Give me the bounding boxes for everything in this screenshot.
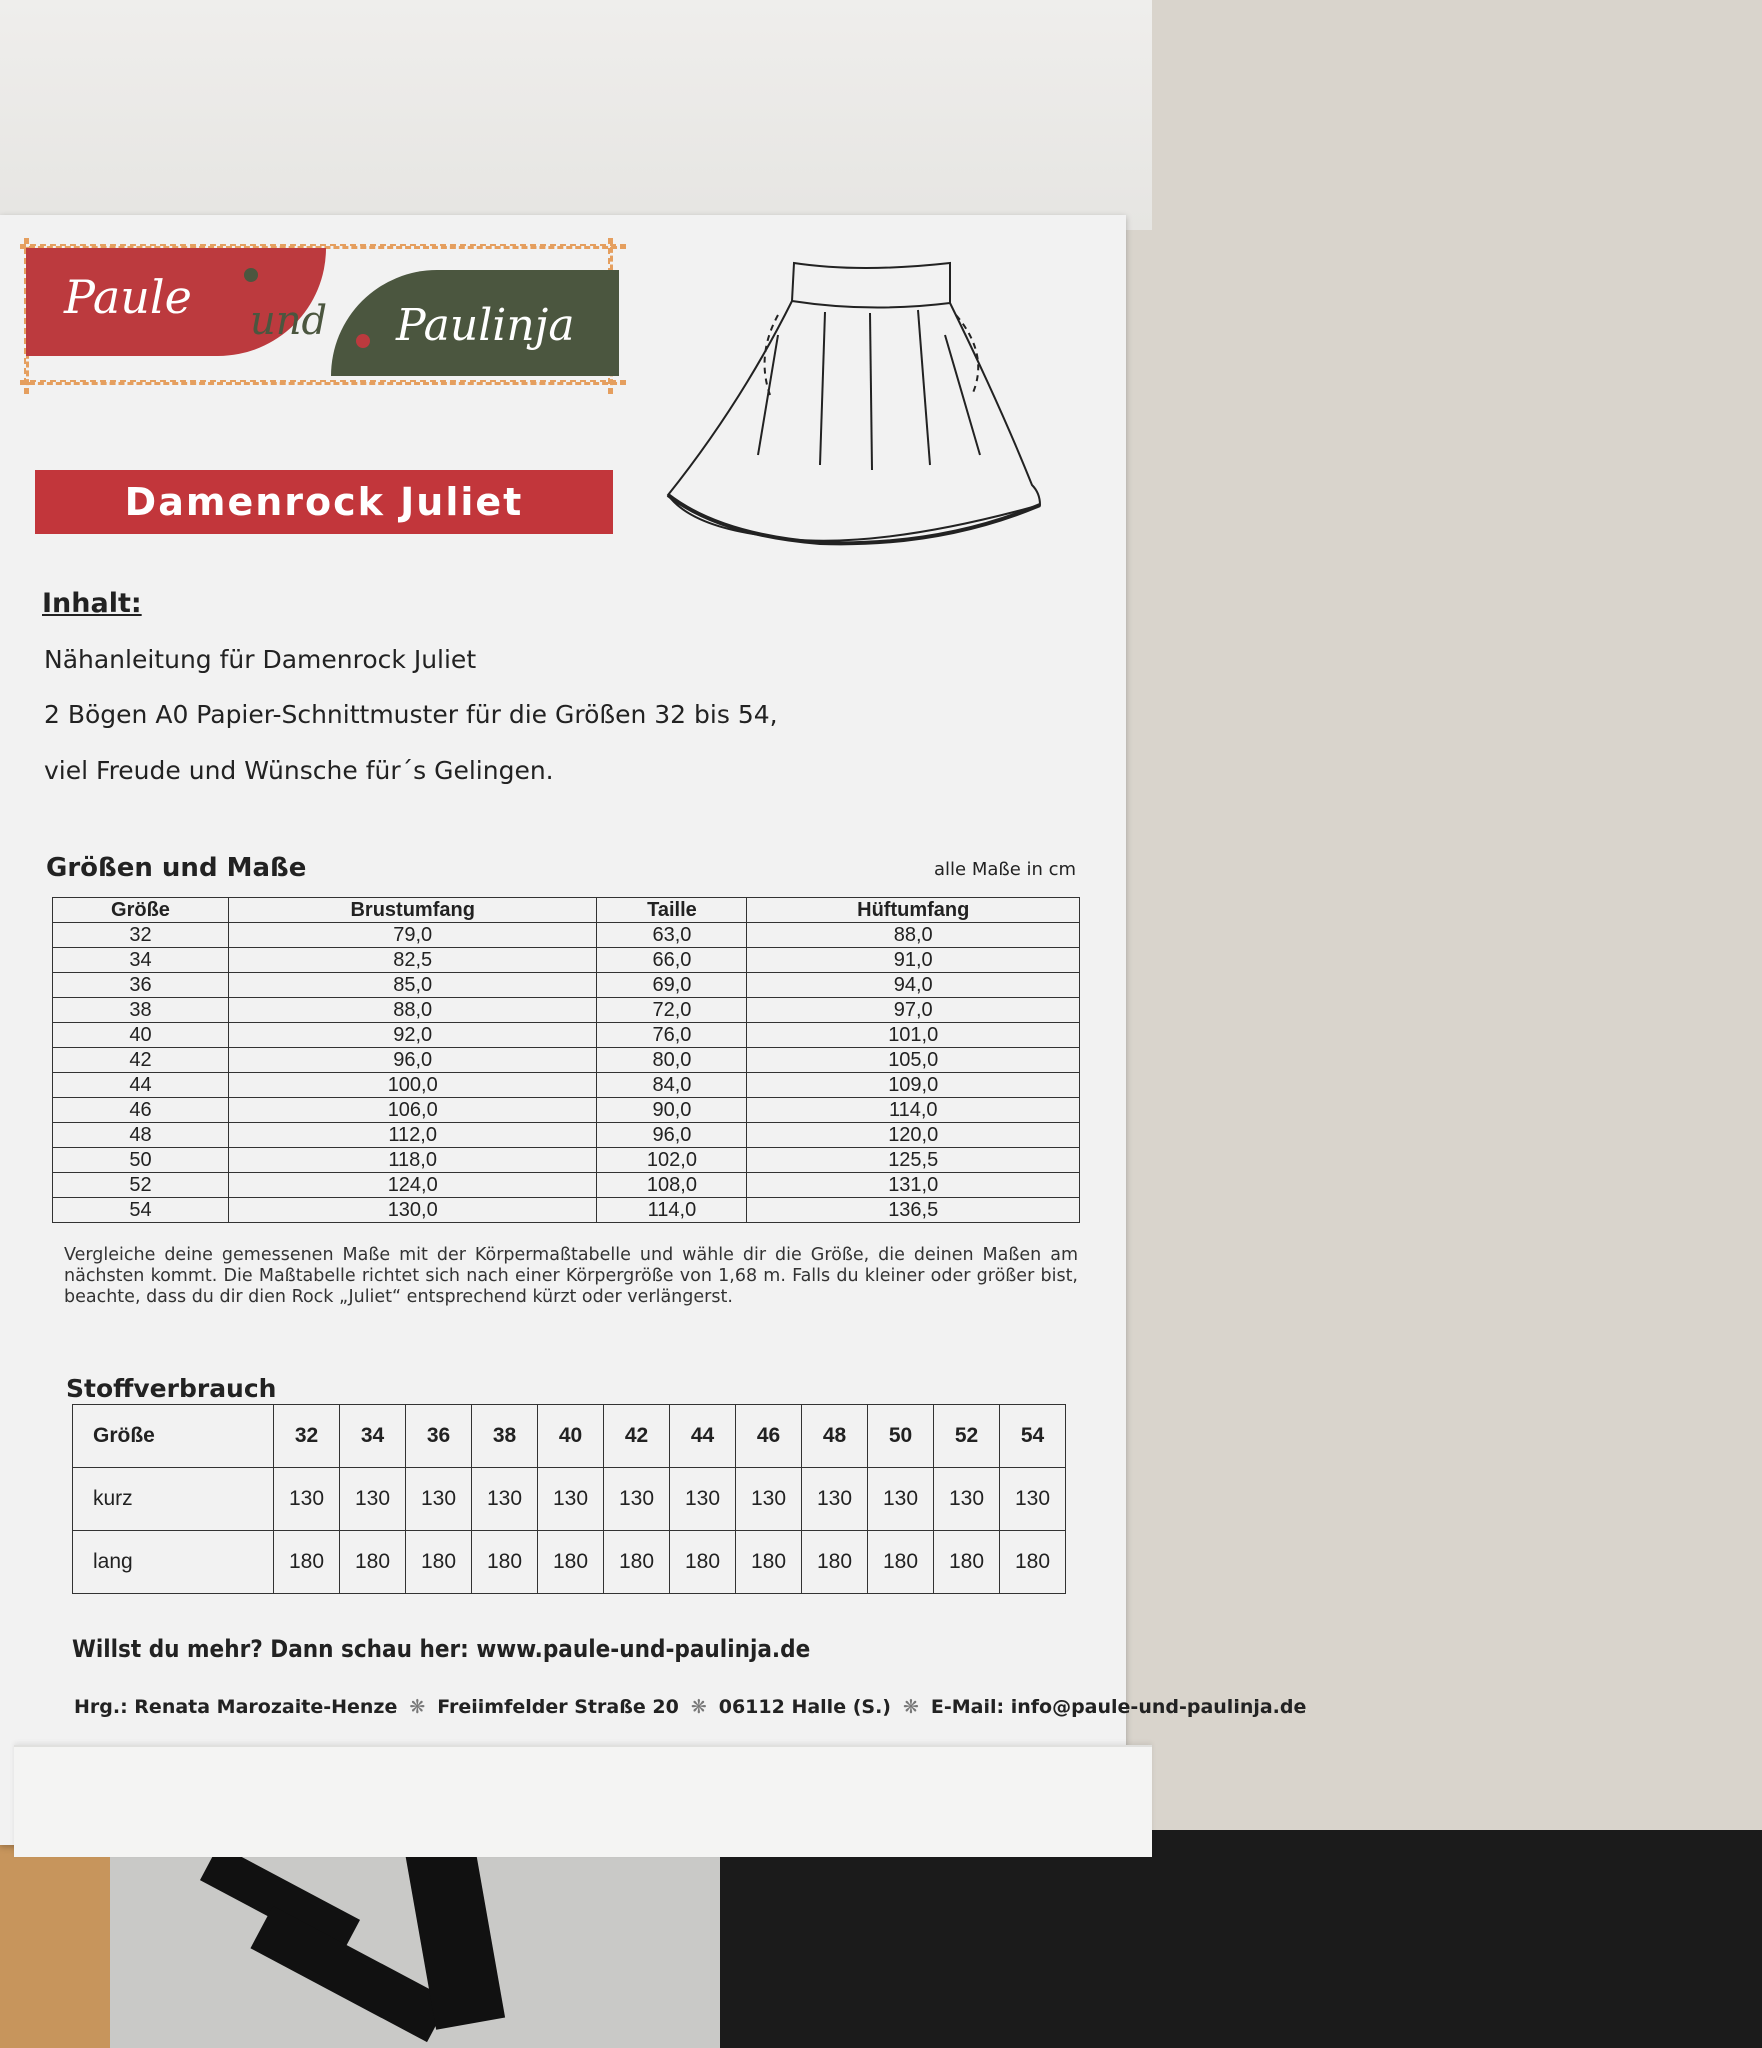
sizes-table <box>52 897 1080 1223</box>
fabric-cell: 130 <box>274 1468 340 1531</box>
contents-line: 2 Bögen A0 Papier-Schnittmuster für die Größen 32 bis 54, <box>44 700 778 729</box>
publisher-email[interactable]: E-Mail: info@paule-und-paulinja.de <box>930 1696 1307 1718</box>
logo-green-dot <box>244 268 258 282</box>
publisher-city: 06112 Halle (S.) <box>718 1696 891 1718</box>
table-cell: 90,0 <box>597 1098 747 1123</box>
table-cell: 88,0 <box>747 923 1080 948</box>
logo-word-paule: Paule <box>64 270 192 324</box>
table-row <box>53 1098 1080 1123</box>
table-cell: 124,0 <box>228 1173 597 1198</box>
column-header: Hüftumfang <box>747 898 1080 923</box>
fabric-size-header: 46 <box>736 1405 802 1468</box>
table-cell: 40 <box>53 1023 229 1048</box>
column-header: Größe <box>53 898 229 923</box>
skirt-illustration <box>660 255 1055 555</box>
fabric-cell: 180 <box>934 1531 1000 1594</box>
fabric-cell: 130 <box>472 1468 538 1531</box>
logo-red-dot <box>356 334 370 348</box>
sizes-title: Größen und Maße <box>46 853 307 883</box>
table-cell: 38 <box>53 998 229 1023</box>
fabric-cell: 180 <box>736 1531 802 1594</box>
fabric-cell: 130 <box>538 1468 604 1531</box>
fabric-cell: 130 <box>802 1468 868 1531</box>
column-header: Taille <box>597 898 747 923</box>
table-cell: 118,0 <box>228 1148 597 1173</box>
table-row <box>53 998 1080 1023</box>
fabric-title: Stoffverbrauch <box>66 1374 277 1403</box>
table-cell: 88,0 <box>228 998 597 1023</box>
fabric-row-label: lang <box>73 1531 274 1594</box>
fabric-size-header: 54 <box>1000 1405 1066 1468</box>
logo-word-paulinja: Paulinja <box>396 300 575 351</box>
fabric-cell: 180 <box>670 1531 736 1594</box>
fabric-cell: 130 <box>934 1468 1000 1531</box>
fabric-size-header: 50 <box>868 1405 934 1468</box>
more-info-link[interactable]: Willst du mehr? Dann schau her: www.paule-und-paulinja.de <box>72 1635 811 1663</box>
table-cell: 80,0 <box>597 1048 747 1073</box>
table-row <box>53 973 1080 998</box>
table-cell: 66,0 <box>597 948 747 973</box>
table-cell: 42 <box>53 1048 229 1073</box>
fabric-cell: 130 <box>340 1468 406 1531</box>
sizing-note: Vergleiche deine gemessenen Maße mit der Körpermaßtabelle und wähle dir die Größe, die deinen Maßen am nächsten kommt. Die Maßtabelle richtet sich nach einer Körpergröße von 1,68 m. Falls du kleiner oder größer bist, beachte, dass du dir dien Rock „Juliet“ entsprechend kürzt oder verlängerst. <box>64 1245 1078 1307</box>
table-cell: 32 <box>53 923 229 948</box>
fabric-cell: 180 <box>340 1531 406 1594</box>
units-note: alle Maße in cm <box>934 859 1077 880</box>
fabric-cell: 130 <box>1000 1468 1066 1531</box>
table-cell: 72,0 <box>597 998 747 1023</box>
table-row <box>53 1123 1080 1148</box>
contents-line: viel Freude und Wünsche für´s Gelingen. <box>44 756 554 785</box>
fabric-header-label: Größe <box>73 1405 274 1468</box>
table-cell: 102,0 <box>597 1148 747 1173</box>
table-cell: 52 <box>53 1173 229 1198</box>
contents-heading: Inhalt: <box>42 588 142 619</box>
fabric-size-header: 52 <box>934 1405 1000 1468</box>
table-row <box>53 1073 1080 1098</box>
fabric-cell: 180 <box>868 1531 934 1594</box>
fabric-cell: 130 <box>670 1468 736 1531</box>
table-cell: 48 <box>53 1123 229 1148</box>
footer-separator: ❋ <box>690 1696 707 1718</box>
fabric-cell: 180 <box>1000 1531 1066 1594</box>
publisher-street: Freiimfelder Straße 20 <box>437 1696 679 1718</box>
fabric-cell: 180 <box>802 1531 868 1594</box>
fabric-size-header: 48 <box>802 1405 868 1468</box>
background-wall <box>0 0 1152 230</box>
table-cell: 96,0 <box>597 1123 747 1148</box>
footer-separator: ❋ <box>902 1696 919 1718</box>
publisher-footer <box>74 1696 1306 1718</box>
fabric-size-header: 42 <box>604 1405 670 1468</box>
table-cell: 69,0 <box>597 973 747 998</box>
footer-separator: ❋ <box>409 1696 426 1718</box>
table-cell: 34 <box>53 948 229 973</box>
table-row <box>53 1023 1080 1048</box>
product-title: Damenrock Juliet <box>124 480 524 524</box>
fabric-size-header: 38 <box>472 1405 538 1468</box>
fabric-size-header: 36 <box>406 1405 472 1468</box>
table-cell: 92,0 <box>228 1023 597 1048</box>
fabric-cell: 130 <box>406 1468 472 1531</box>
table-cell: 96,0 <box>228 1048 597 1073</box>
fabric-size-header: 44 <box>670 1405 736 1468</box>
envelope-flap <box>14 1745 1152 1857</box>
table-cell: 50 <box>53 1148 229 1173</box>
table-cell: 112,0 <box>228 1123 597 1148</box>
table-cell: 105,0 <box>747 1048 1080 1073</box>
table-cell: 84,0 <box>597 1073 747 1098</box>
table-cell: 109,0 <box>747 1073 1080 1098</box>
table-cell: 97,0 <box>747 998 1080 1023</box>
fabric-size-header: 32 <box>274 1405 340 1468</box>
fabric-cell: 130 <box>736 1468 802 1531</box>
fabric-cell: 180 <box>472 1531 538 1594</box>
table-cell: 125,5 <box>747 1148 1080 1173</box>
table-cell: 100,0 <box>228 1073 597 1098</box>
fabric-table <box>72 1404 1066 1594</box>
table-cell: 120,0 <box>747 1123 1080 1148</box>
table-cell: 36 <box>53 973 229 998</box>
table-cell: 79,0 <box>228 923 597 948</box>
table-cell: 131,0 <box>747 1173 1080 1198</box>
fabric-size-header: 34 <box>340 1405 406 1468</box>
table-cell: 91,0 <box>747 948 1080 973</box>
fabric-row-label: kurz <box>73 1468 274 1531</box>
table-row <box>53 1048 1080 1073</box>
table-cell: 114,0 <box>597 1198 747 1223</box>
logo <box>26 248 614 386</box>
table-cell: 101,0 <box>747 1023 1080 1048</box>
black-fabric <box>720 1830 1762 2048</box>
table-cell: 130,0 <box>228 1198 597 1223</box>
logo-word-und: und <box>250 298 328 344</box>
table-cell: 76,0 <box>597 1023 747 1048</box>
table-cell: 85,0 <box>228 973 597 998</box>
fabric-cell: 130 <box>868 1468 934 1531</box>
table-row <box>53 948 1080 973</box>
fabric-cell: 180 <box>274 1531 340 1594</box>
title-banner <box>35 470 613 534</box>
table-cell: 108,0 <box>597 1173 747 1198</box>
fabric-cell: 180 <box>538 1531 604 1594</box>
table-cell: 136,5 <box>747 1198 1080 1223</box>
table-cell: 46 <box>53 1098 229 1123</box>
column-header: Brustumfang <box>228 898 597 923</box>
fabric-cell: 130 <box>604 1468 670 1531</box>
table-row <box>53 1198 1080 1223</box>
table-cell: 114,0 <box>747 1098 1080 1123</box>
fabric-cell: 180 <box>406 1531 472 1594</box>
table-cell: 82,5 <box>228 948 597 973</box>
contents-line: Nähanleitung für Damenrock Juliet <box>44 645 477 674</box>
table-cell: 44 <box>53 1073 229 1098</box>
table-row <box>53 1173 1080 1198</box>
fabric-cell: 180 <box>604 1531 670 1594</box>
table-row <box>53 923 1080 948</box>
table-cell: 54 <box>53 1198 229 1223</box>
table-row <box>53 1148 1080 1173</box>
table-cell: 63,0 <box>597 923 747 948</box>
table-cell: 94,0 <box>747 973 1080 998</box>
table-cell: 106,0 <box>228 1098 597 1123</box>
publisher-name: Hrg.: Renata Marozaite-Henze <box>74 1696 398 1718</box>
fabric-size-header: 40 <box>538 1405 604 1468</box>
